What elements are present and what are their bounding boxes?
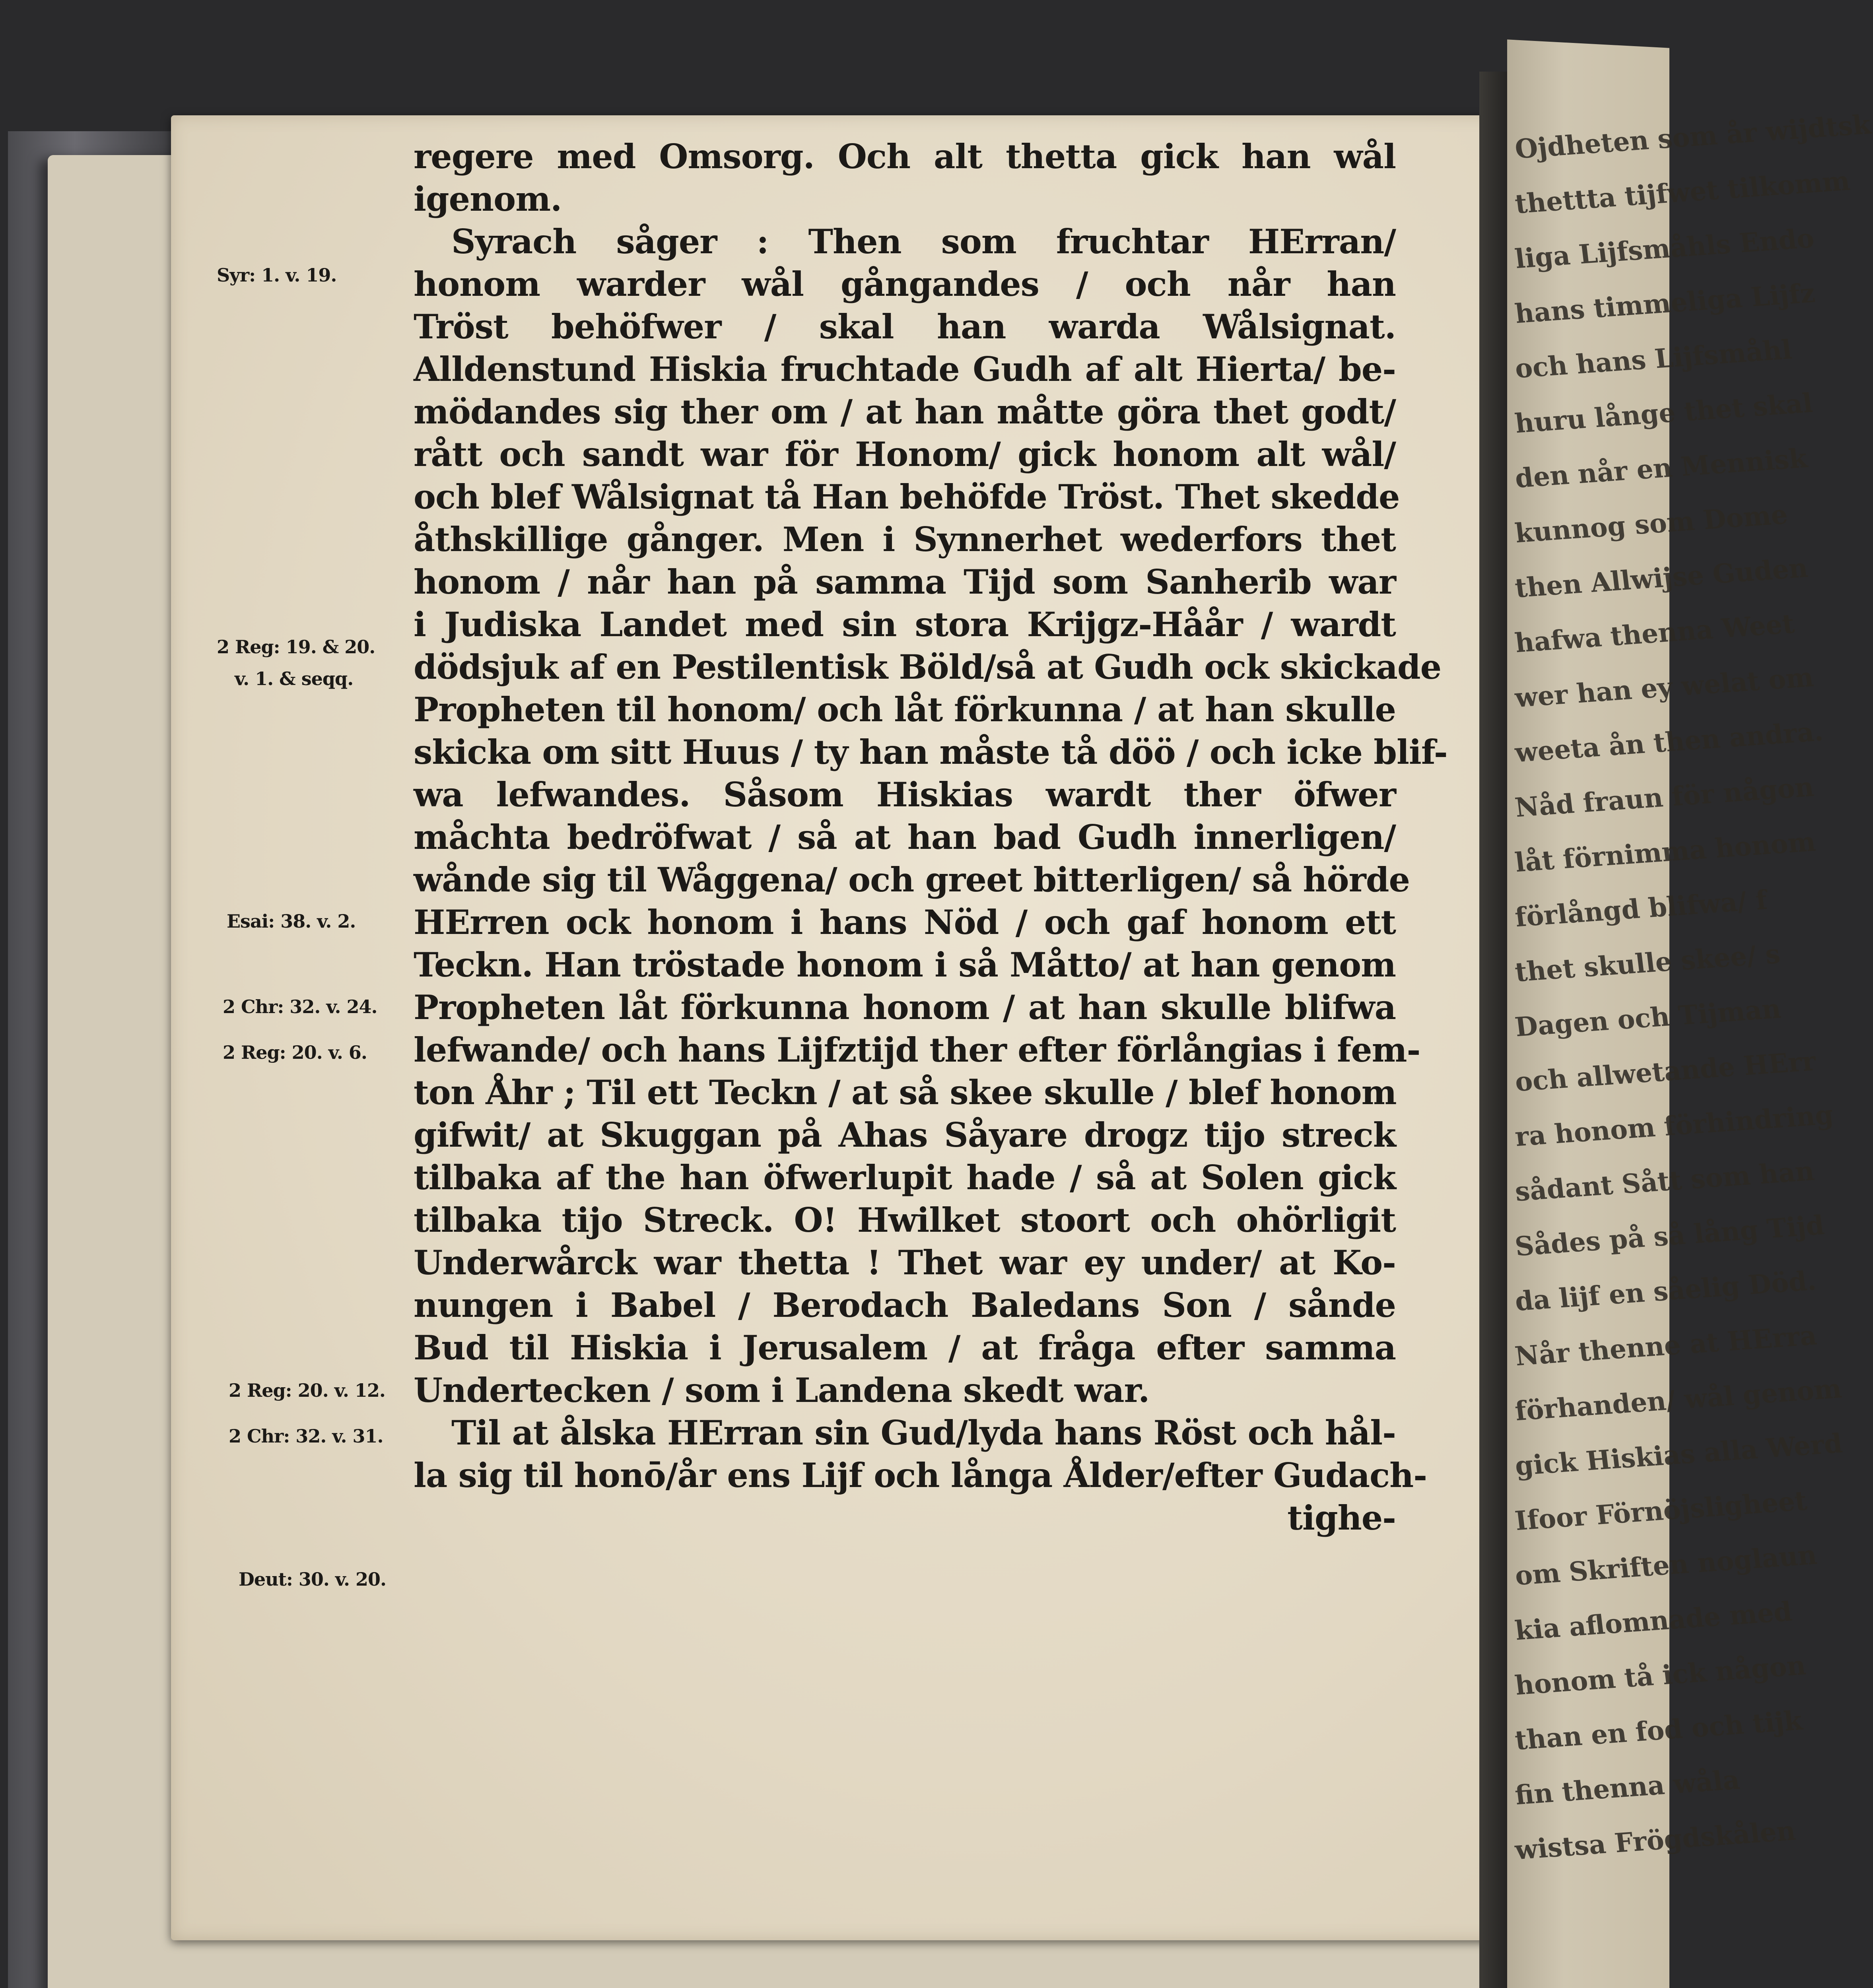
margin-reference: 2 Reg: 20. v. 6. xyxy=(223,1042,367,1063)
facing-text-line: förlångd blifwa/ f xyxy=(1513,884,1769,933)
text-line: Undertecken / som i Landena skedt war. xyxy=(414,1371,1150,1410)
facing-text-line: och hans Lijfsmåhl xyxy=(1513,334,1794,384)
facing-text-line: wer han ey welat om xyxy=(1513,661,1815,714)
facing-text-line: Sådes på så lång Tijd xyxy=(1513,1209,1826,1262)
text-line: gifwit/ at Skuggan på Ahas Såyare drogz tijo streck xyxy=(414,1115,1396,1155)
text-line: wa lefwandes. Såsom Hiskias wardt ther öfwer xyxy=(414,775,1396,814)
facing-text-line: then Allwijse Guden xyxy=(1513,552,1810,604)
facing-text-line: sådant Sått som han xyxy=(1513,1155,1816,1208)
text-line: regere med Omsorg. Och alt thetta gick han wål xyxy=(414,137,1396,176)
facing-page xyxy=(1507,39,1873,1988)
facing-text-line: da lijf en såelig Död. xyxy=(1513,1265,1818,1317)
text-line: HErren ock honom i hans Nöd / och gaf honom ett xyxy=(414,903,1396,942)
text-line: tilbaka tijo Streck. O! Hwilket stoort och ohörligit xyxy=(414,1200,1396,1240)
text-line: rått och sandt war för Honom/ gick honom alt wål/ xyxy=(414,435,1396,474)
facing-text-line: Dagen och Tijman xyxy=(1513,993,1783,1043)
facing-text-line: Nåd fraun för någon xyxy=(1513,771,1816,823)
text-line: Alldenstund Hiskia fruchtade Gudh af alt Hierta/ be- xyxy=(414,349,1396,389)
text-line: Propheten til honom/ och låt förkunna / at han skulle xyxy=(414,690,1396,729)
facing-text-line: honom tå ick någon xyxy=(1513,1649,1808,1701)
facing-text-line: huru långe thet skal xyxy=(1513,387,1815,439)
catchword: tighe- xyxy=(1287,1498,1396,1538)
margin-reference: Deut: 30. v. 20. xyxy=(239,1569,387,1590)
facing-text-line: wistsa Frögdskålen xyxy=(1513,1815,1797,1866)
facing-text-line: kia aflomnade med xyxy=(1513,1596,1794,1646)
margin-reference: v. 1. & seqq. xyxy=(235,668,354,689)
text-line: Syrach såger : Then som fruchtar HErran/ xyxy=(451,222,1396,261)
margin-reference: 2 Chr: 32. v. 24. xyxy=(223,996,377,1017)
margin-reference: 2 Reg: 19. & 20. xyxy=(217,636,375,658)
facing-text-line: förhanden/ wål genom xyxy=(1513,1373,1844,1427)
facing-text-line: Ifoor Förnöjsligheet xyxy=(1513,1485,1809,1537)
facing-text-line: den når en Mennisk xyxy=(1513,442,1809,494)
facing-text-line: ra honom förhindring xyxy=(1513,1099,1835,1153)
facing-text-line: thet skulle skee/ s xyxy=(1513,938,1782,988)
margin-reference: 2 Reg: 20. v. 12. xyxy=(229,1380,385,1401)
text-line: Til at ålska HErran sin Gud/lyda hans Röst och hål- xyxy=(451,1413,1396,1452)
text-line: tilbaka af the han öfwerlupit hade / så at Solen gick xyxy=(414,1158,1396,1197)
text-line: i Judiska Landet med sin stora Krijgz-Håår / wardt xyxy=(414,605,1396,644)
text-line: igenom. xyxy=(414,179,562,219)
facing-text-line: Ojdheten som år wijdtsk xyxy=(1513,109,1873,165)
facing-text-line: fin thenna wåla xyxy=(1513,1764,1742,1811)
text-line: Propheten låt förkunna honom / at han skulle blifwa xyxy=(414,988,1396,1027)
text-line: Tröst behöfwer / skal han warda Wålsignat. xyxy=(414,307,1396,346)
margin-reference: Syr: 1. v. 19. xyxy=(217,264,337,286)
text-line: ton Åhr ; Til ett Teckn / at så skee skulle / blef honom xyxy=(414,1073,1397,1112)
text-line: la sig til honō/år ens Lijf och långa Ålder/efter Gudach- xyxy=(414,1456,1427,1495)
margin-reference: Esai: 38. v. 2. xyxy=(227,911,356,932)
main-text-block xyxy=(414,135,1447,1539)
text-line: och blef Wålsignat tå Han behöfde Tröst. Thet skedde xyxy=(414,477,1400,516)
text-line: skicka om sitt Huus / ty han måste tå döö / och icke blif- xyxy=(414,732,1447,772)
text-line: honom warder wål gångandes / och når han xyxy=(414,264,1396,304)
facing-text-line: than en fod och tijk xyxy=(1513,1705,1804,1756)
text-line: nungen i Babel / Berodach Baledans Son / sånde xyxy=(414,1285,1396,1325)
margin-reference: 2 Chr: 32. v. 31. xyxy=(229,1425,383,1447)
text-line: måchta bedröfwat / så at han bad Gudh innerligen/ xyxy=(414,817,1396,857)
facing-text-line: thettta tijfwet tilkomm xyxy=(1513,165,1852,220)
text-line: honom / når han på samma Tijd som Sanherib war xyxy=(414,562,1396,602)
facing-text-line: och allwetande HErr xyxy=(1513,1045,1818,1098)
text-line: Bud til Hiskia i Jerusalem / at fråga efter samma xyxy=(414,1328,1396,1367)
text-line: åthskillige gånger. Men i Synnerhet wederfors thet xyxy=(414,520,1396,559)
facing-text-line: Når thenne at HErra xyxy=(1513,1320,1819,1372)
facing-text-line: låt förnimma honom xyxy=(1513,826,1817,878)
text-line: dödsjuk af en Pestilentisk Böld/så at Gudh ock skickade xyxy=(414,647,1442,687)
facing-text-line: hans timmeliga Lijfz xyxy=(1513,277,1817,330)
facing-text-line: weeta ån then andra. xyxy=(1513,715,1825,769)
text-line: wånde sig til Wåggena/ och greet bitterligen/ så hörde xyxy=(414,860,1410,899)
text-line: Teckn. Han tröstade honom i så Måtto/ at han genom xyxy=(414,945,1396,984)
facing-text-line: hafwa thenna Weet xyxy=(1513,608,1796,659)
text-line: lefwande/ och hans Lijfztijd ther efter förlångias i fem- xyxy=(414,1030,1420,1070)
text-line: Underwårck war thetta ! Thet war ey under/ at Ko- xyxy=(414,1243,1396,1282)
facing-text-line: kunnog som Dome xyxy=(1513,499,1789,549)
text-line: mödandes sig ther om / at han måtte göra thet godt/ xyxy=(414,392,1396,431)
facing-text-line: om Skriften noglaun xyxy=(1513,1539,1819,1592)
facing-text-line: liga Lijfsmåhls Endo xyxy=(1513,222,1816,275)
facing-text-line: gick Hiskias alla Werd xyxy=(1513,1427,1844,1482)
